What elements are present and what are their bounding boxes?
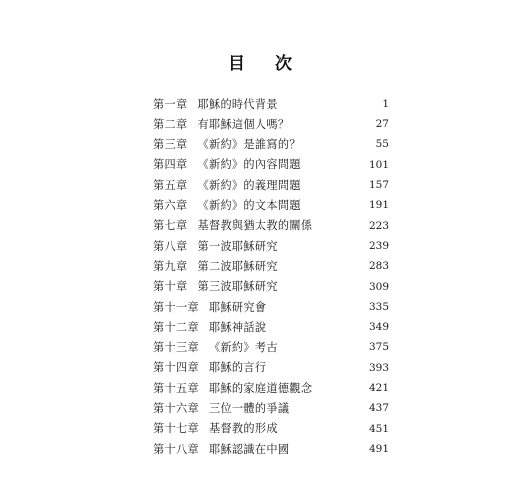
toc-chapter-title: 耶穌認識在中國 [208, 442, 290, 456]
toc-entry[interactable] [153, 419, 389, 439]
toc-chapter-number: 第十章 [153, 280, 188, 294]
toc-chapter-number: 第十四章 [153, 361, 199, 375]
toc-chapter-number: 第七章 [153, 219, 188, 233]
toc-chapter-title: 耶穌的家庭道德觀念 [208, 381, 313, 395]
toc-entry[interactable] [153, 398, 389, 418]
toc-chapter-title: 《新約》的義理問題 [197, 178, 301, 192]
toc-chapter-number: 第六章 [153, 199, 188, 213]
toc-page-number: 491 [368, 442, 389, 455]
toc-chapter-title: 第一波耶穌研究 [197, 239, 278, 253]
toc-page-number: 55 [375, 138, 389, 151]
toc-page-number: 437 [368, 402, 389, 415]
toc-entry[interactable] [153, 378, 389, 398]
toc-page-number: 393 [368, 361, 389, 374]
toc-entry[interactable] [153, 297, 389, 317]
toc-chapter-number: 第二章 [153, 117, 188, 131]
toc-entry[interactable] [153, 94, 389, 114]
toc-page-number: 451 [368, 422, 389, 435]
toc-entry[interactable] [153, 155, 389, 175]
toc-chapter-number: 第十五章 [153, 381, 199, 395]
toc-entry[interactable] [153, 114, 389, 134]
toc-chapter-title: 耶穌的言行 [208, 361, 267, 375]
toc-chapter-title: 耶穌的時代背景 [197, 97, 278, 111]
page-title: 目 次 [228, 54, 304, 74]
toc-entry[interactable] [153, 195, 389, 215]
toc-entry[interactable] [153, 256, 389, 276]
toc-page-number: 223 [368, 219, 389, 232]
toc-chapter-title: 有耶穌這個人嗎？ [197, 117, 290, 131]
toc-page-number: 375 [368, 341, 389, 354]
toc-chapter-title: 耶穌研究會 [208, 300, 267, 314]
toc-entry[interactable] [153, 317, 389, 337]
table-of-contents [153, 94, 389, 459]
toc-chapter-title: 《新約》是誰寫的？ [197, 138, 301, 152]
toc-page-number: 421 [368, 382, 389, 395]
toc-page-number: 157 [368, 179, 389, 192]
toc-chapter-title: 基督教與猶太教的關係 [197, 219, 313, 233]
toc-entry[interactable] [153, 236, 389, 256]
toc-chapter-title: 第二波耶穌研究 [197, 259, 278, 273]
toc-page-number: 101 [368, 158, 389, 171]
toc-chapter-number: 第十八章 [153, 442, 199, 456]
toc-chapter-title: 《新約》的文本問題 [197, 199, 301, 213]
toc-chapter-number: 第九章 [153, 259, 188, 273]
toc-chapter-number: 第十一章 [153, 300, 199, 314]
toc-chapter-title: 三位一體的爭議 [208, 402, 290, 415]
toc-entry[interactable] [153, 358, 389, 378]
toc-page-number: 309 [368, 280, 389, 293]
toc-chapter-title: 《新約》的內容問題 [197, 158, 301, 172]
toc-chapter-number: 第十七章 [153, 422, 199, 436]
toc-chapter-number: 第四章 [153, 158, 188, 172]
toc-chapter-title: 第三波耶穌研究 [197, 280, 278, 294]
toc-entry[interactable] [153, 175, 389, 195]
toc-chapter-number: 第十三章 [153, 341, 199, 355]
toc-page-number: 283 [368, 260, 389, 273]
toc-page-number: 349 [368, 321, 389, 334]
toc-chapter-number: 第三章 [153, 138, 188, 152]
toc-chapter-title: 基督教的形成 [208, 422, 278, 436]
toc-chapter-title: 耶穌神話說 [208, 320, 267, 334]
toc-page-number: 27 [375, 118, 389, 131]
toc-chapter-number: 第一章 [153, 97, 188, 111]
toc-chapter-number: 第十六章 [153, 402, 199, 415]
toc-chapter-number: 第五章 [153, 178, 188, 192]
toc-chapter-number: 第十二章 [153, 320, 199, 334]
toc-entry[interactable] [153, 216, 389, 236]
toc-page-number: 1 [382, 97, 389, 110]
toc-page-number: 191 [368, 199, 389, 212]
toc-entry[interactable] [153, 135, 389, 155]
toc-entry[interactable] [153, 277, 389, 297]
toc-chapter-number: 第八章 [153, 239, 188, 253]
toc-page-number: 335 [368, 300, 389, 313]
toc-entry[interactable] [153, 338, 389, 358]
toc-chapter-title: 《新約》考古 [208, 341, 278, 355]
toc-page-number: 239 [368, 239, 389, 252]
toc-entry[interactable] [153, 439, 389, 459]
